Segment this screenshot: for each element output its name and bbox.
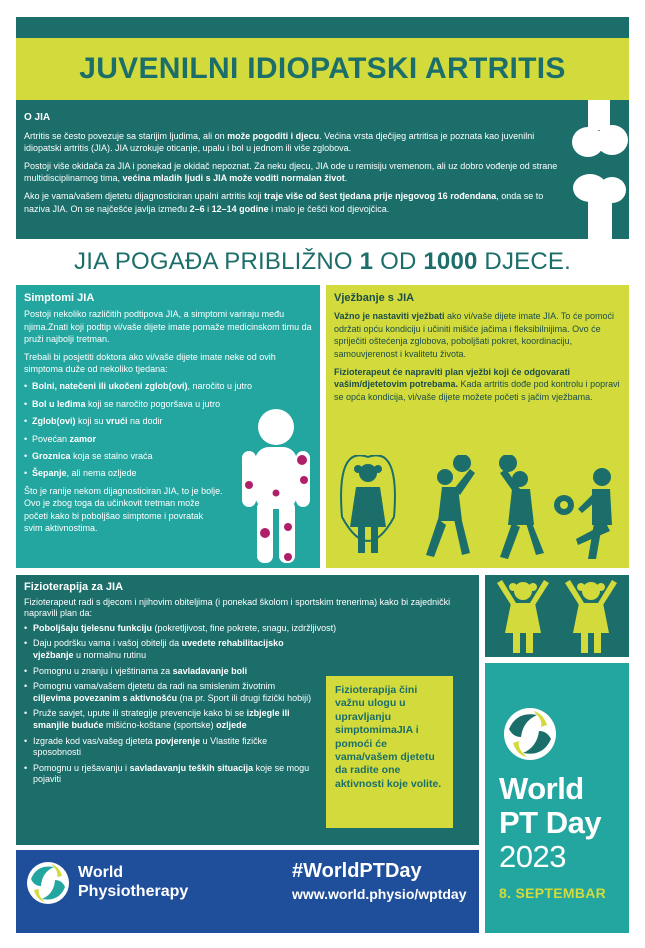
symptoms-heading: Simptomi JIA xyxy=(24,292,95,304)
symptoms-early-diagnosis: Što je ranije nekom dijagnosticiran JIA, to je bolje. Ovo je zbog toga da učinkovit tretman može početi kako bi poboljšao simptome i povratak svim aktivnostima. xyxy=(24,485,223,534)
list-item: • Daju podršku vama i vašoj obitelji da uvedete rehabilitacijsko vježbanje u normalnu rutinu xyxy=(24,638,314,661)
world-pt-day-line-2: PT Day xyxy=(499,805,602,840)
list-item: • Pruže savjet, upute ili strategije prevencije kako bi se izbjegle ili smanjile buduće mišićno-koštane (sportske) ozljede xyxy=(24,708,314,731)
website-link[interactable]: www.world.physio/wptday xyxy=(292,886,467,902)
symptoms-visit-doctor: Trebali bi posjetiti doktora ako vi/vaše dijete imate neke od ovih simptoma duže od nekoliko tjedana: xyxy=(24,351,276,375)
list-item: • Zglob(ovi) koji su vrući na dodir xyxy=(24,415,312,427)
ball-boy-icon xyxy=(426,455,475,557)
brand-name-line-1: World xyxy=(78,864,124,881)
list-item: • Izgrade kod vas/vašeg djeteta povjerenje u Vlastite fizičke sposobnosti xyxy=(24,736,314,759)
physiotherapy-intro: Fizioterapeut radi s djecom i njihovim obiteljima (i ponekad školom i sportskim trenerima) kako bi zajednički napravili plan da: xyxy=(24,596,451,619)
physiotherapy-list xyxy=(24,622,337,786)
physiotherapy-heading: Fizioterapija za JIA xyxy=(24,581,124,593)
list-item: • Pomognu u znanju i vještinama za savladavanje boli xyxy=(24,666,314,678)
world-pt-day-panel xyxy=(485,663,629,933)
children-exercising-icon xyxy=(330,455,626,563)
symptoms-intro: Postoji nekoliko različitih podtipova JIA, a simptomi variraju među njima.Znati koji podtip vi/vaše dijete imate pomaže medicinskom timu da pruži najbolji tretman. xyxy=(24,309,312,345)
list-item: • Bolni, natečeni ili ukočeni zglob(ovi), naročito u jutro xyxy=(24,380,312,392)
title-band xyxy=(16,38,629,100)
brand-name-line-2: Physiotherapy xyxy=(78,883,189,900)
world-pt-day-year: 2023 xyxy=(499,839,566,874)
list-item: • Pomognu vama/vašem djetetu da radi na smislenim životnim ciljevima povezanim s aktivnošću (na pr. Sport ili drugi fizički hobiji) xyxy=(24,681,314,704)
list-item: • Bol u leđima koji se naročito pogoršava u jutro xyxy=(24,398,224,410)
jump-rope-girl-icon xyxy=(341,455,395,553)
girls-illustration-panel xyxy=(485,575,629,657)
child-joints-icon xyxy=(241,405,311,565)
knee-bone-icon xyxy=(568,100,628,240)
list-item: • Poboljšaju tjelesnu funkciju (pokretljivost, fine pokrete, snagu, izdržljivost) xyxy=(24,623,454,635)
world-pt-day-line-1: World xyxy=(499,771,584,806)
about-heading: O JIA xyxy=(24,112,51,123)
about-section xyxy=(24,112,564,220)
footer xyxy=(16,850,479,933)
world-pt-day-date: 8. SEPTEMBAR xyxy=(499,885,607,901)
two-girls-icon xyxy=(485,575,629,657)
list-item: • Groznica koja se stalno vraća xyxy=(24,450,312,462)
about-paragraph-1: Artritis se često povezuje sa starijim ljudima, ali on može pogoditi i djecu. Većina vrsta dječijeg artritisa je poznata kao juvenilni idiopatski artritis (JIA). JIA uzrokuje oticanje, upalu i bol u jednom ili više zglobova. xyxy=(24,130,535,154)
exercise-paragraph-1: Važno je nastaviti vježbati ako vi/vaše dijete imate JIA. To će pomoći održati opću kondiciju i učiniti mišiće jačima i fleksibilnijima. Ovo će spriječiti oštećenja zglobova, poboljšati pokret, koordinaciju, samouvjerenost i kvalitetu života. xyxy=(334,311,614,359)
exercise-paragraph-2: Fizioterapeut će napraviti plan vježbi koji će odgovarati vašim/djetetovim potrebama. Kada artritis dođe pod kontrolu i popravi se opća kondicija, vi/vaše dijete možete početi s jačim vježbama. xyxy=(334,367,620,402)
list-item: • Šepanje, ali nema ozljede xyxy=(24,467,312,479)
about-paragraph-2: Postoji više okidača za JIA i ponekad je okidač nepoznat. Za neku djecu, JIA ode u remisiju vremenom, ali uz dobro vođenje od strane multidisciplinarnog tima, većina mladih ljudi s JIA može voditi normalan život. xyxy=(24,160,558,184)
list-item: • Povećan zamor xyxy=(24,433,312,445)
soccer-kid-icon xyxy=(554,468,612,559)
ball-girl-icon xyxy=(499,455,544,559)
hashtag: #WorldPTDay xyxy=(292,860,422,882)
exercise-heading: Vježbanje s JIA xyxy=(334,292,415,304)
world-pt-day-logo-icon xyxy=(503,707,557,761)
about-paragraph-3: Ako je vama/vašem djetetu dijagnosticiran upalni artritis koji traje više od šest tjedana prije njegovog 16 rođendana, onda se to naziva JIA. On se najčešće javlja između 2–6 i 12–14 godine i malo je češći kod djevojčica. xyxy=(24,190,544,214)
list-item: • Pomognu u rješavanju i savladavanju teških situacija koje se mogu pojaviti xyxy=(24,763,314,786)
world-physiotherapy-logo-icon xyxy=(26,861,70,905)
prevalence-statement: JIA POGAĐA PRIBLIŽNO 1 OD 1000 DJECE. xyxy=(74,248,571,275)
page-title: JUVENILNI IDIOPATSKI ARTRITIS xyxy=(79,52,566,85)
physiotherapy-callout: Fizioterapija čini važnu ulogu u upravljanju simptomimaJIA i pomoći će vama/vašem djetetu da radite one aktivnosti koje volite. xyxy=(326,676,453,828)
